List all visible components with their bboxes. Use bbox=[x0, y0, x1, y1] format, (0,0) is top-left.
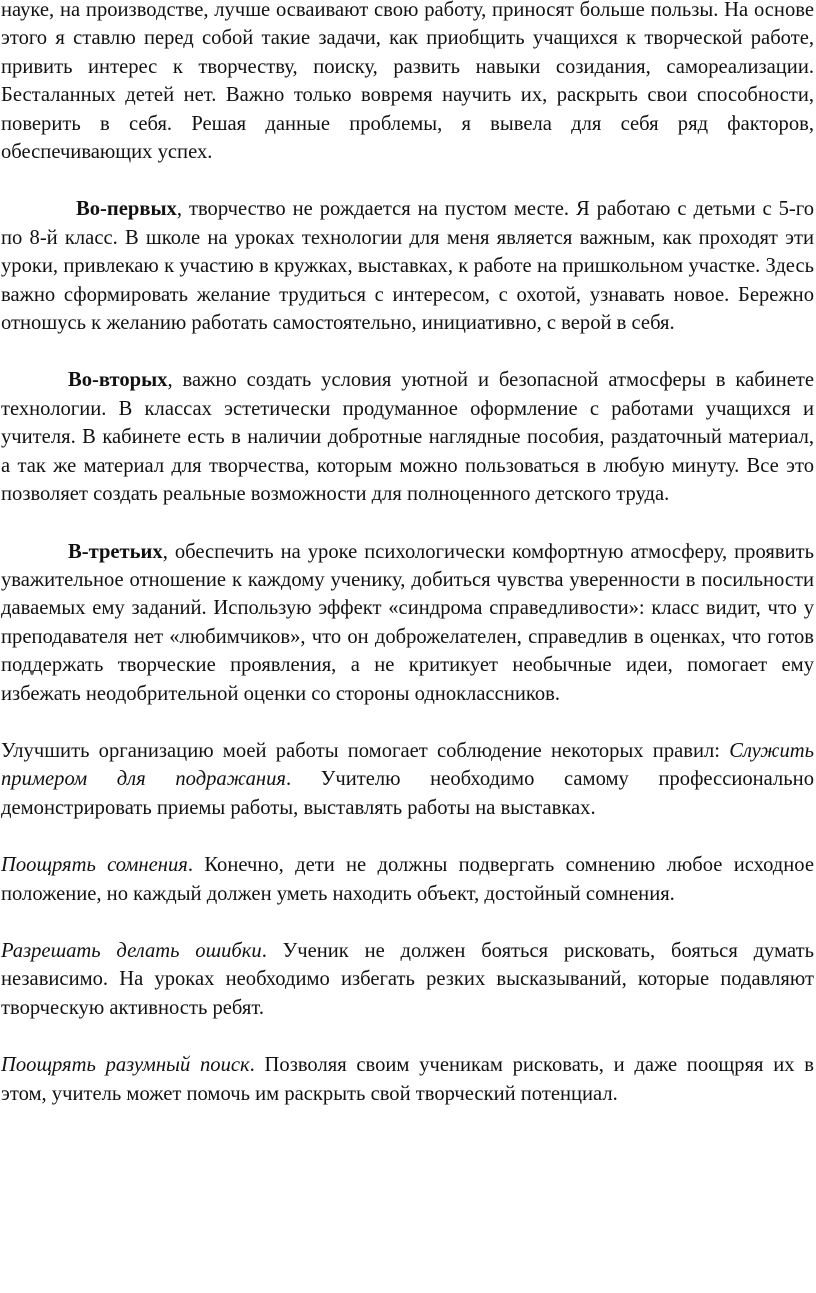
rule-paragraph bbox=[1, 1051, 814, 1108]
paragraph-text: , обеспечить на уроке психологически комфортную атмосферу, проявить уважительное отношение к каждому ученику, добиться чувства уверенности в посильности даваемых ему заданий. Использую эффект «синдрома справедливости»: класс видит, что у преподавателя нет «любимчиков», что он доброжелателен, справедлив в оценках, что готов поддержать творческие проявления, а не критикует необычные идеи, помогает ему избежать неодобрительной оценки со стороны одноклассников. bbox=[1, 540, 814, 705]
paragraph-lead: Во-вторых bbox=[68, 369, 168, 392]
rule-title: Служить примером для подражания bbox=[1, 739, 814, 791]
rule-title: Разрешать делать ошибки bbox=[1, 939, 262, 962]
paragraph-text: , важно создать условия уютной и безопасной атмосферы в кабинете технологии. В классах эстетически продуманное оформление с работами учащихся и учителя. В кабинете есть в наличии добротные наглядные пособия, раздаточный материал, а так же материал для творчества, которым можно пользоваться в любую минуту. Все это позволяет создать реальные возможности для полноценного детского труда. bbox=[1, 369, 814, 506]
first-point-paragraph bbox=[1, 195, 814, 337]
rule-text: . Учителю необходимо самому профессионально демонстрировать приемы работы, выставлять работы на выставках. bbox=[1, 768, 814, 819]
rule-paragraph bbox=[1, 851, 814, 908]
intro-paragraph bbox=[1, 0, 814, 166]
rule-title: Поощрять сомнения bbox=[1, 854, 188, 877]
rule-text: . Конечно, дети не должны подвергать сомнению любое исходное положение, но каждый должен уметь находить объект, достойный сомнения. bbox=[1, 854, 814, 905]
third-point-paragraph bbox=[1, 538, 814, 708]
paragraph-lead: В-третьих bbox=[68, 540, 163, 563]
rule-text: . Позволяя своим ученикам рисковать, и даже поощряя их в этом, учитель может помочь им раскрыть свой творческий потенциал. bbox=[1, 1054, 814, 1105]
rule-paragraph bbox=[1, 937, 814, 1022]
rule-title: Поощрять разумный поиск bbox=[1, 1054, 250, 1077]
second-point-paragraph bbox=[1, 366, 814, 508]
paragraph-text: , творчество не рождается на пустом месте. Я работаю с детьми с 5-го по 8-й класс. В школе на уроках технологии для меня является важным, как проходят эти уроки, привлекаю к участию в кружках, выставках, к работе на пришкольном участке. Здесь важно сформировать желание трудиться с интересом, с охотой, узнавать новое. Бережно отношусь к желанию работать самостоятельно, инициативно, с верой в себя. bbox=[1, 198, 814, 335]
rules-intro-text: Улучшить организацию моей работы помогает соблюдение некоторых правил: bbox=[1, 739, 720, 762]
paragraph-lead: Во-первых bbox=[76, 198, 177, 221]
paragraph-text: науке, на производстве, лучше осваивают свою работу, приносят больше пользы. На основе этого я ставлю перед собой такие задачи, как приобщить учащихся к творческой работе, привить интерес к творчеству, поиску, развить навыки созидания, самореализации. Бесталанных детей нет. Важно только вовремя научить их, раскрыть свои способности, поверить в себя. Решая данные проблемы, я вывела для себя ряд факторов, обеспечивающих успех. bbox=[1, 0, 814, 164]
rules-intro-paragraph bbox=[1, 737, 814, 822]
rule-text: . Ученик не должен бояться рисковать, бояться думать независимо. На уроках необходимо избегать резких высказываний, которые подавляют творческую активность ребят. bbox=[1, 939, 814, 1019]
